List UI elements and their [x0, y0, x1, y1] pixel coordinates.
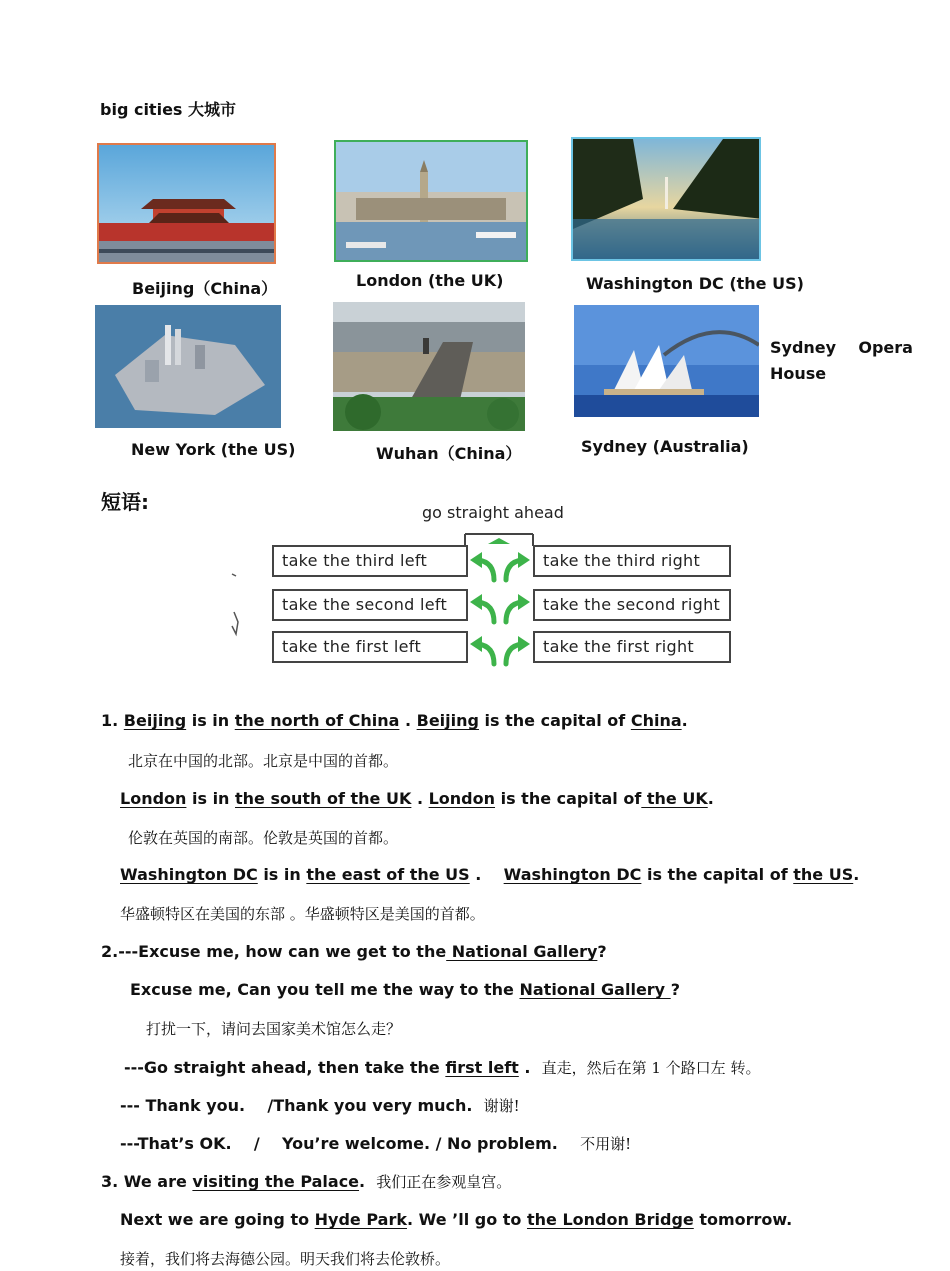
straight-label: go straight ahead [422, 503, 564, 522]
s1-line-beijing: 1. Beijing is in the north of China . Beijing is the capital of China. [101, 711, 688, 730]
s1-london-cn: 伦敦在英国的南部。伦敦是英国的首都。 [128, 829, 399, 847]
s3-line2: Next we are going to Hyde Park. We ’ll go to the London Bridge tomorrow. [120, 1210, 793, 1229]
s2-line3-cn: 打扰一下，请问去国家美术馆怎么走？ [146, 1020, 402, 1038]
sydney-caption: Sydney (Australia) [581, 437, 749, 456]
newyork-photo [95, 305, 281, 428]
s2-line4: ---Go straight ahead, then take the first left . 直走，然后在第 1 个路口左 转。 [124, 1058, 761, 1077]
take-first-right: take the first right [533, 631, 731, 663]
turn-arrows [466, 540, 536, 672]
take-second-left: take the second left [272, 589, 468, 621]
washington-caption: Washington DC (the US) [586, 274, 804, 293]
sydney-photo [574, 305, 759, 417]
s2-line6: ---That’s OK. / You’re welcome. / No problem. 不用谢! [120, 1134, 632, 1153]
take-first-left: take the first left [272, 631, 468, 663]
take-third-right: take the third right [533, 545, 731, 577]
s2-line5: --- Thank you. /Thank you very much. 谢谢! [120, 1096, 520, 1115]
london-caption: London (the UK) [356, 271, 504, 290]
s2-line2: Excuse me, Can you tell me the way to the National Gallery ? [130, 980, 680, 999]
washington-photo [571, 137, 761, 261]
wuhan-caption: Wuhan（China） [376, 444, 522, 463]
section-title: big cities 大城市 [100, 100, 237, 119]
opera-label-line1: Sydney Opera [770, 338, 913, 357]
opera-label-line2: House [770, 364, 827, 383]
s3-line3-cn: 接着，我们将去海德公园。明天我们将去伦敦桥。 [120, 1250, 451, 1268]
phrases-heading: 短语: [101, 490, 149, 514]
s1-beijing-cn: 北京在中国的北部。北京是中国的首都。 [128, 752, 399, 770]
take-second-right: take the second right [533, 589, 731, 621]
s1-washington-cn: 华盛顿特区在美国的东部 。华盛顿特区是美国的首都。 [120, 905, 485, 923]
s3-line1: 3. We are visiting the Palace. 我们正在参观皇宫。 [101, 1172, 512, 1191]
beijing-photo [97, 143, 276, 264]
s1-line-london: London is in the south of the UK . London is the capital of the UK. [120, 789, 714, 808]
s2-line1: 2.---Excuse me, how can we get to the National Gallery? [101, 942, 607, 961]
s1-line-washington: Washington DC is in the east of the US . Washington DC is the capital of the US. [120, 865, 860, 884]
newyork-caption: New York (the US) [131, 440, 296, 459]
take-third-left: take the third left [272, 545, 468, 577]
london-photo [334, 140, 528, 262]
wuhan-photo [333, 302, 525, 431]
beijing-caption: Beijing（China） [132, 279, 278, 298]
